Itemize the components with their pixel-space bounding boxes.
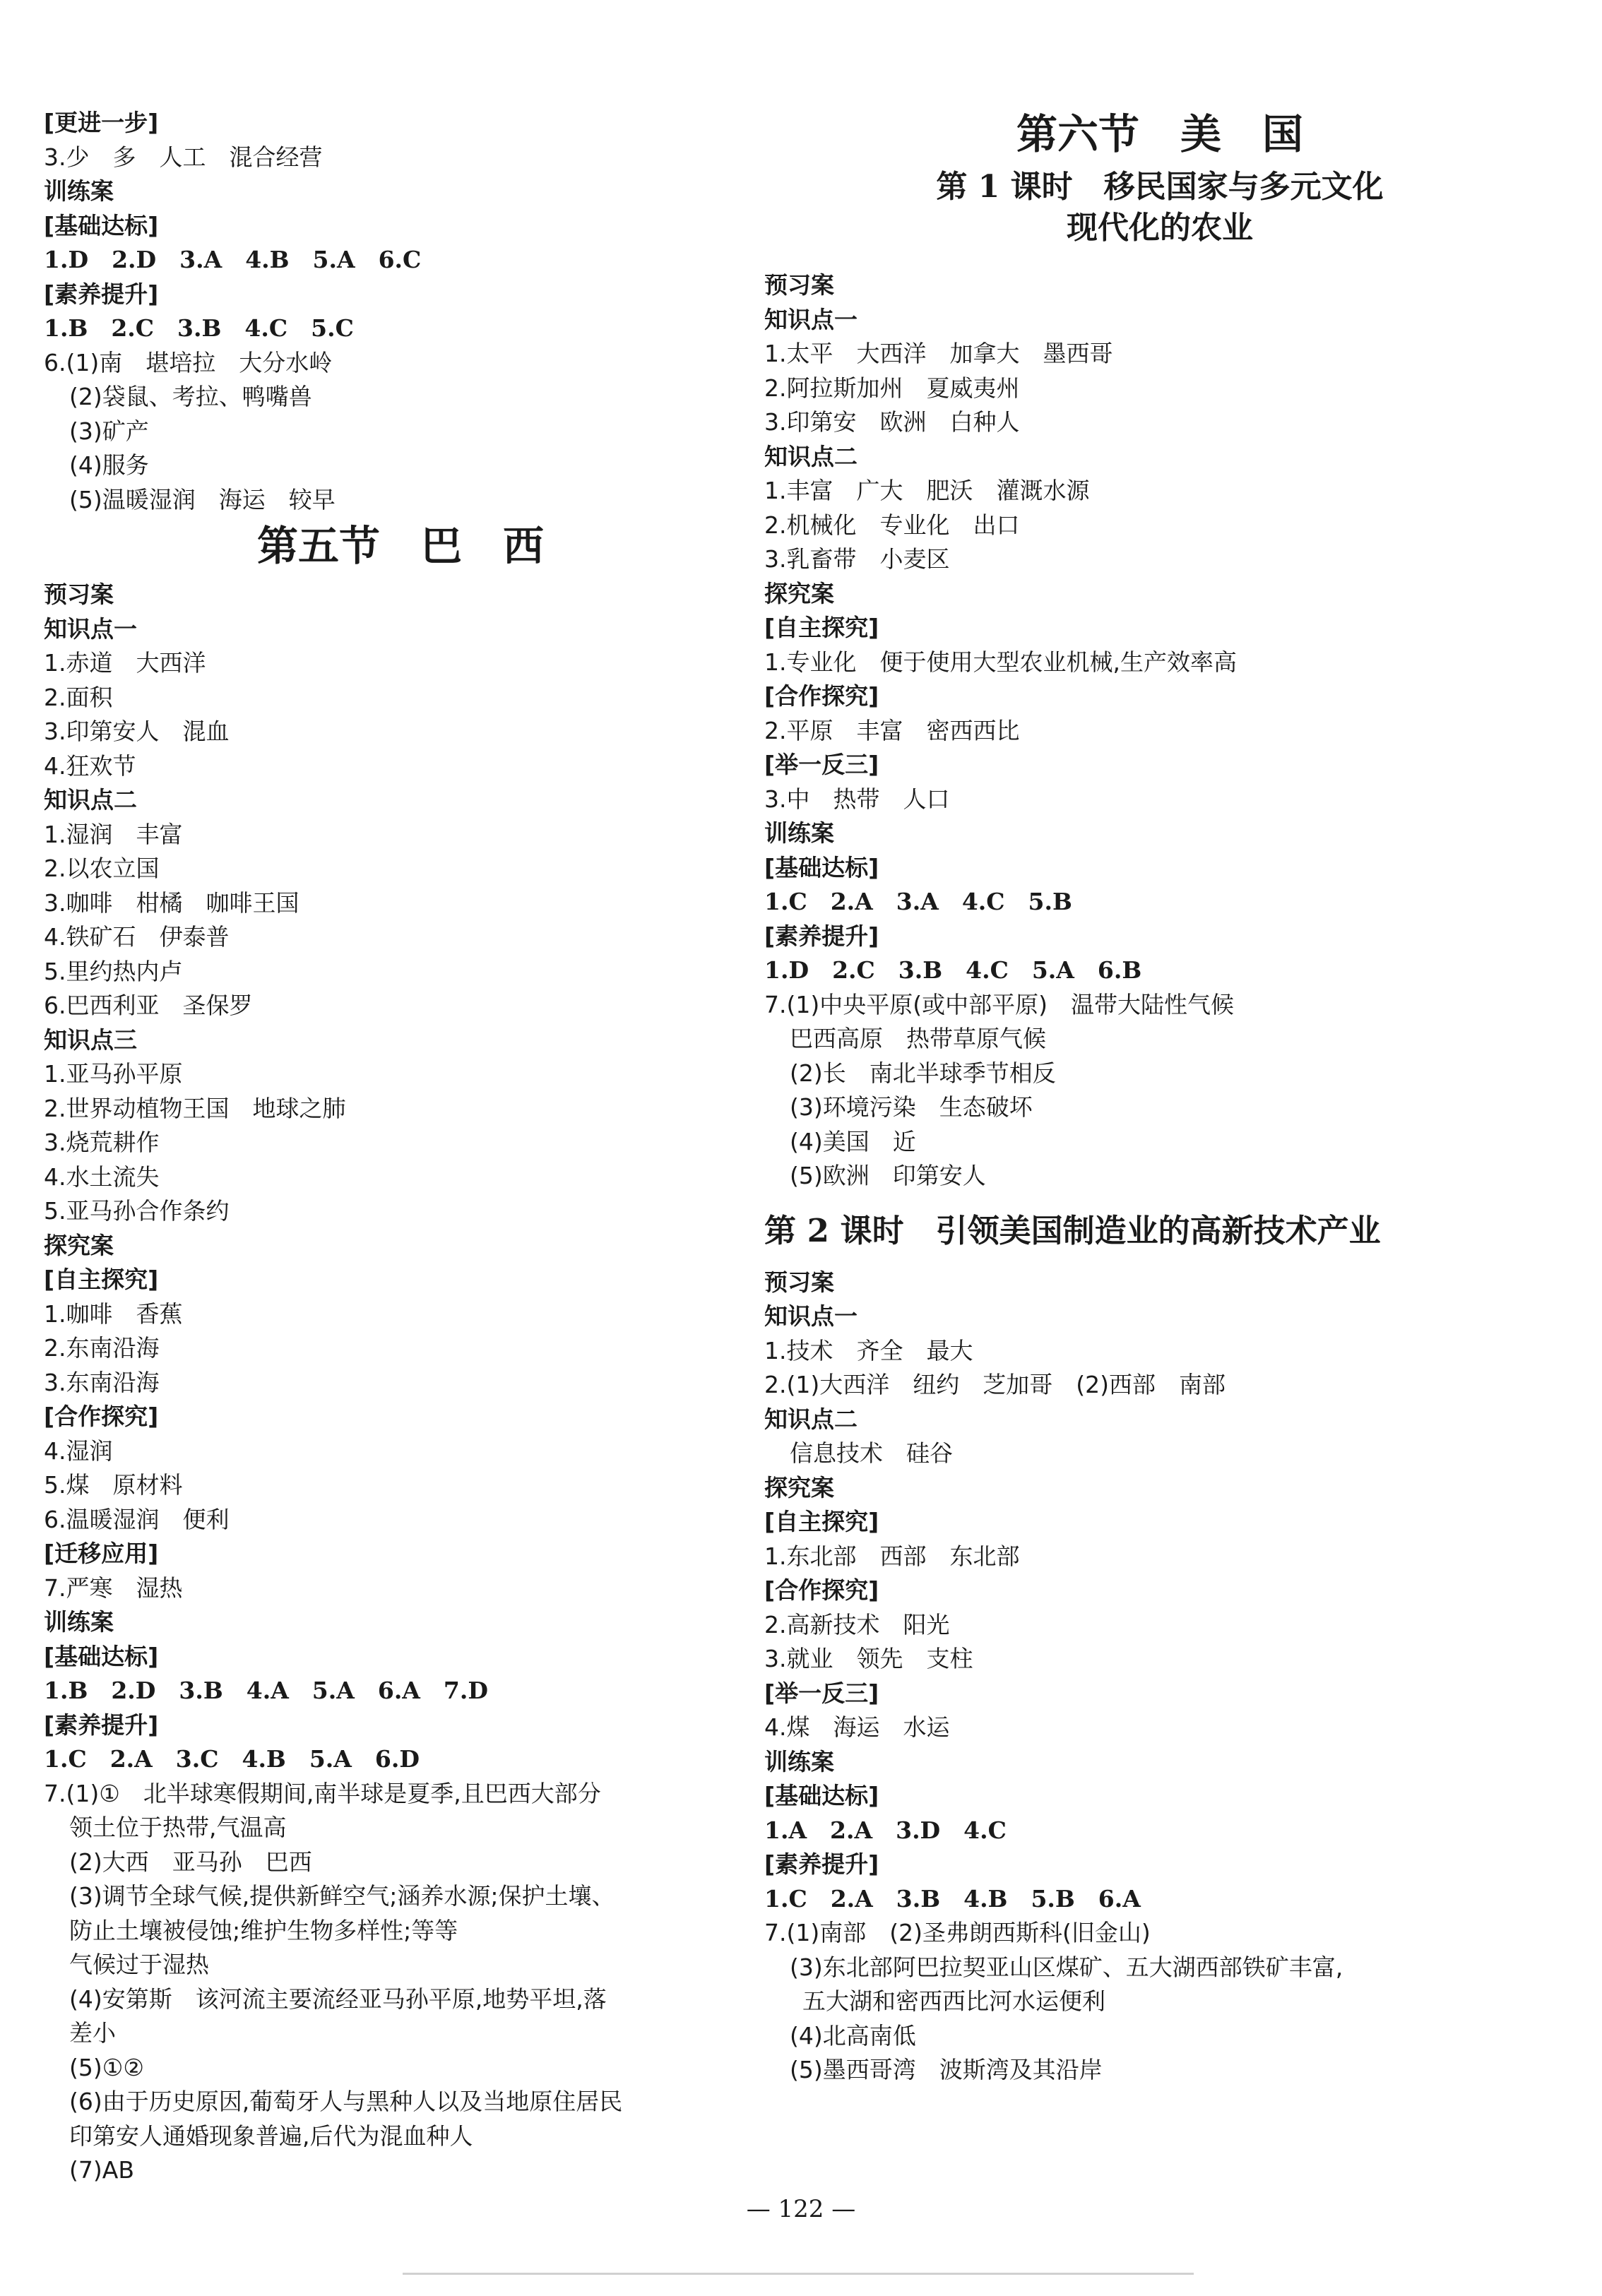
section-label: [素养提升] xyxy=(44,1711,159,1739)
section-label: [更进一步] xyxy=(44,109,159,136)
section-label: [合作探究] xyxy=(764,682,879,710)
section-label: [素养提升] xyxy=(44,280,159,308)
australia-answers-block xyxy=(44,106,757,517)
section-label: [举一反三] xyxy=(764,1679,879,1707)
answer-line: 4.水土流失 xyxy=(44,1162,160,1191)
section-label: [自主探究] xyxy=(44,1266,159,1293)
answer-line: (3)矿产 xyxy=(69,417,149,445)
answer-line: 1.技术 齐全 最大 xyxy=(764,1336,973,1364)
brazil-answers-block xyxy=(44,578,757,2188)
section-label: 探究案 xyxy=(764,1473,834,1501)
answer-line: 五大湖和密西西比河水运便利 xyxy=(802,1987,1105,2015)
section-label: [合作探究] xyxy=(44,1403,159,1430)
answer-line: (5)①② xyxy=(69,2053,144,2081)
answer-line: (5)欧洲 印第安人 xyxy=(790,1162,986,1189)
section-label: [举一反三] xyxy=(764,751,879,778)
section-label: 知识点三 xyxy=(44,1025,137,1054)
section-label: [迁移应用] xyxy=(44,1540,159,1567)
choice-answers: 1.C 2.A 3.C 4.B 5.A 6.D xyxy=(44,1745,420,1773)
section-label: [自主探究] xyxy=(764,614,879,641)
lesson1-title-line1: 第 1 课时 移民国家与多元文化 xyxy=(936,169,1384,205)
section-label: [素养提升] xyxy=(764,1850,879,1878)
answer-line: 7.(1)① 北半球寒假期间,南半球是夏季,且巴西大部分 xyxy=(44,1779,601,1807)
answer-line: 信息技术 硅谷 xyxy=(790,1439,953,1467)
answer-line: 领土位于热带,气温高 xyxy=(69,1814,287,1841)
answer-line: 4.铁矿石 伊泰普 xyxy=(44,923,230,951)
section-label: 知识点一 xyxy=(44,614,137,643)
answer-line: (3)东北部阿巴拉契亚山区煤矿、五大湖西部铁矿丰富, xyxy=(790,1953,1343,1981)
answer-line: (4)北高南低 xyxy=(790,2021,916,2050)
answer-line: 2.东南沿海 xyxy=(44,1334,160,1362)
answer-line: 1.东北部 西部 东北部 xyxy=(764,1542,1020,1570)
answer-line: (7)AB xyxy=(69,2156,134,2184)
answer-line: 2.阿拉斯加州 夏威夷州 xyxy=(764,374,1020,402)
answer-line: (2)袋鼠、考拉、鸭嘴兽 xyxy=(69,383,312,410)
answer-line: 2.世界动植物王国 地球之肺 xyxy=(44,1094,346,1122)
section-label: 预习案 xyxy=(764,1268,834,1296)
answer-line: 6.巴西利亚 圣保罗 xyxy=(44,992,253,1019)
answer-line: 1.咖啡 香蕉 xyxy=(44,1299,183,1328)
answer-line: 7.(1)中央平原(或中部平原) 温带大陆性气候 xyxy=(764,990,1234,1018)
section-label: 知识点一 xyxy=(764,1302,858,1330)
answer-line: 3.乳畜带 小麦区 xyxy=(764,545,950,573)
section-label: 训练案 xyxy=(44,177,114,205)
answer-line: 印第安人通婚现象普遍,后代为混血种人 xyxy=(69,2122,473,2150)
answer-line: 4.煤 海运 水运 xyxy=(764,1713,950,1741)
answer-line: 7.(1)南部 (2)圣弗朗西斯科(旧金山) xyxy=(764,1919,1151,1946)
answer-line: (4)安第斯 该河流主要流经亚马孙平原,地势平坦,落 xyxy=(69,1985,607,2013)
section-label: 探究案 xyxy=(44,1231,114,1259)
answer-line: 2.机械化 专业化 出口 xyxy=(764,511,1020,539)
answer-line: 2.以农立国 xyxy=(44,855,160,882)
answer-line: 气候过于湿热 xyxy=(69,1951,209,1978)
choice-answers: 1.D 2.C 3.B 4.C 5.A 6.B xyxy=(764,956,1142,984)
section-label: [基础达标] xyxy=(764,1782,879,1809)
section-label: 知识点二 xyxy=(44,786,137,814)
section-title-brazil: 第五节 巴 西 xyxy=(256,522,544,570)
section-label: [素养提升] xyxy=(764,922,879,950)
answer-line: 6.温暖湿润 便利 xyxy=(44,1505,230,1533)
answer-line: 5.里约热内卢 xyxy=(44,957,183,985)
section-label: 训练案 xyxy=(44,1608,114,1636)
answer-line: 巴西高原 热带草原气候 xyxy=(790,1025,1046,1052)
section-label: [自主探究] xyxy=(764,1508,879,1535)
answer-line: 1.湿润 丰富 xyxy=(44,820,183,848)
choice-answers: 1.C 2.A 3.A 4.C 5.B xyxy=(764,888,1072,915)
answer-line: 2.(1)大西洋 纽约 芝加哥 (2)西部 南部 xyxy=(764,1371,1226,1398)
section-label: 探究案 xyxy=(764,579,834,607)
answer-line: (3)环境污染 生态破坏 xyxy=(790,1093,1033,1121)
choice-answers: 1.B 2.D 3.B 4.A 5.A 6.A 7.D xyxy=(44,1677,488,1704)
section-label: 知识点二 xyxy=(764,442,858,470)
left-column xyxy=(44,106,757,2188)
answer-line: 防止土壤被侵蚀;维护生物多样性;等等 xyxy=(69,1916,458,1944)
answer-line: 4.湿润 xyxy=(44,1437,113,1465)
lesson1-answers-block xyxy=(764,268,1555,1194)
answer-line: 3.咖啡 柑橘 咖啡王国 xyxy=(44,888,299,917)
section-label: 训练案 xyxy=(764,1747,834,1775)
answer-line: (2)大西 亚马孙 巴西 xyxy=(69,1848,312,1876)
choice-answers: 1.A 2.A 3.D 4.C xyxy=(764,1816,1007,1844)
choice-answers: 1.C 2.A 3.B 4.B 5.B 6.A xyxy=(764,1884,1141,1913)
answer-line: 1.丰富 广大 肥沃 灌溉水源 xyxy=(764,477,1090,504)
page-number: — 122 — xyxy=(746,2195,856,2223)
answer-line: (5)墨西哥湾 波斯湾及其沿岸 xyxy=(790,2056,1103,2083)
answer-line: (2)长 南北半球季节相反 xyxy=(790,1059,1056,1087)
footer-rule xyxy=(403,2273,1194,2275)
answer-line: 1.赤道 大西洋 xyxy=(44,649,206,677)
answer-line: 2.高新技术 阳光 xyxy=(764,1610,950,1638)
answer-line: 1.太平 大西洋 加拿大 墨西哥 xyxy=(764,340,1113,367)
lesson2-answers-block xyxy=(764,1266,1555,2088)
lesson2-title: 第 2 课时 引领美国制造业的高新技术产业 xyxy=(764,1211,1381,1249)
section-label: 训练案 xyxy=(764,819,834,847)
section-label: [基础达标] xyxy=(764,853,879,881)
answer-line: 7.严寒 湿热 xyxy=(44,1574,183,1602)
answer-line: (6)由于历史原因,葡萄牙人与黑种人以及当地原住居民 xyxy=(69,2088,623,2115)
answer-line: 3.印第安 欧洲 白种人 xyxy=(764,408,1020,436)
choice-answers: 1.D 2.D 3.A 4.B 5.A 6.C xyxy=(44,246,422,273)
section-label: [基础达标] xyxy=(44,1642,159,1670)
lesson1-title-line2: 现代化的农业 xyxy=(1067,210,1253,246)
answer-line: 3.印第安人 混血 xyxy=(44,718,230,745)
right-column xyxy=(764,106,1555,2088)
answer-line: 3.东南沿海 xyxy=(44,1368,160,1396)
section-label: [基础达标] xyxy=(44,211,159,239)
section-label: [合作探究] xyxy=(764,1576,879,1604)
section-label: 预习案 xyxy=(764,271,834,299)
answer-line: 4.狂欢节 xyxy=(44,751,136,780)
answer-line: 6.(1)南 堪培拉 大分水岭 xyxy=(44,348,333,376)
answer-line: 差小 xyxy=(69,2019,116,2047)
answer-line: 3.少 多 人工 混合经营 xyxy=(44,143,323,171)
answer-line: 3.烧荒耕作 xyxy=(44,1129,160,1156)
section-label: 知识点二 xyxy=(764,1405,858,1433)
answer-line: (4)服务 xyxy=(69,451,149,479)
answer-line: 1.专业化 便于使用大型农业机械,生产效率高 xyxy=(764,648,1237,676)
answer-line: 1.亚马孙平原 xyxy=(44,1060,183,1088)
section-label: 知识点一 xyxy=(764,305,858,333)
answer-line: 5.亚马孙合作条约 xyxy=(44,1197,230,1225)
section-title-usa: 第六节 美 国 xyxy=(1016,110,1303,158)
answer-line: 3.就业 领先 支柱 xyxy=(764,1645,973,1672)
answer-line: 2.平原 丰富 密西西比 xyxy=(764,716,1020,744)
choice-answers: 1.B 2.C 3.B 4.C 5.C xyxy=(44,314,354,342)
section-label: 预习案 xyxy=(44,581,114,608)
answer-line: 3.中 热带 人口 xyxy=(764,785,950,813)
answer-line: 5.煤 原材料 xyxy=(44,1471,183,1499)
answer-line: (5)温暖湿润 海运 较早 xyxy=(69,485,336,513)
answer-line: (4)美国 近 xyxy=(790,1127,916,1155)
answer-line: (3)调节全球气候,提供新鲜空气;涵养水源;保护土壤、 xyxy=(69,1882,615,1910)
answer-line: 2.面积 xyxy=(44,683,113,711)
